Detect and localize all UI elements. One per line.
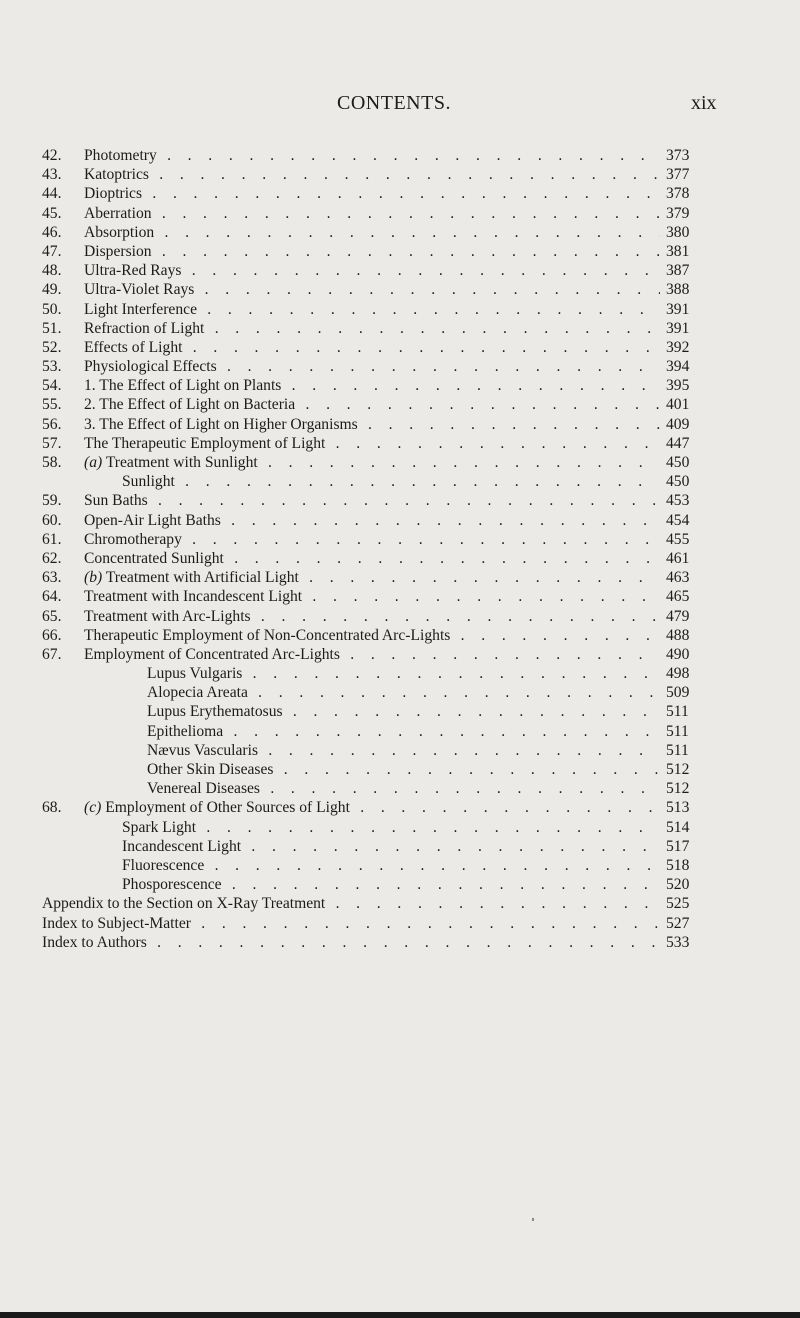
toc-entry bbox=[0, 894, 800, 913]
entry-title-text: Therapeutic Employment of Non-Concentrated Arc-Lights bbox=[84, 626, 451, 644]
entry-title bbox=[84, 376, 660, 395]
toc-entry bbox=[0, 914, 800, 933]
entry-page-number: 391 bbox=[666, 300, 690, 318]
entry-number: 45. bbox=[42, 204, 62, 222]
entry-title-text: Treatment with Artificial Light bbox=[105, 569, 299, 587]
entry-title bbox=[84, 511, 660, 530]
entry-number: 55. bbox=[42, 396, 62, 414]
entry-title-text: 3. The Effect of Light on Higher Organisms bbox=[84, 415, 358, 433]
entry-page-number: 513 bbox=[666, 799, 690, 817]
entry-page-number: 454 bbox=[666, 511, 690, 529]
toc-entry bbox=[0, 607, 800, 626]
entry-title bbox=[84, 607, 660, 626]
page-bottom-edge bbox=[0, 1312, 800, 1318]
entry-title-text: Ultra-Violet Rays bbox=[84, 281, 195, 299]
entry-title-text: Treatment with Sunlight bbox=[105, 454, 258, 471]
entry-title-text: Appendix to the Section on X-Ray Treatment bbox=[42, 895, 326, 913]
entry-number: 57. bbox=[42, 434, 62, 452]
entry-title-text: The Therapeutic Employment of Light bbox=[84, 434, 326, 452]
entry-page-number: 490 bbox=[666, 645, 690, 663]
entry-title-prefix: (c) bbox=[84, 799, 102, 817]
entry-title bbox=[84, 204, 660, 223]
entry-page-number: 401 bbox=[666, 396, 690, 414]
entry-page-number: 455 bbox=[666, 530, 690, 548]
entry-title-text: Chromotherapy bbox=[84, 530, 182, 548]
entry-page-number: 409 bbox=[666, 415, 690, 433]
entry-title-text: Absorption bbox=[84, 223, 155, 241]
entry-title bbox=[84, 395, 660, 414]
entry-page-number: 518 bbox=[666, 856, 690, 874]
entry-title bbox=[147, 722, 660, 741]
toc-entry bbox=[0, 204, 800, 223]
entry-title-text: Physiological Effects bbox=[84, 358, 217, 376]
toc-entry bbox=[0, 856, 800, 875]
entry-title-text: Treatment with Incandescent Light bbox=[84, 588, 303, 606]
toc-entry bbox=[0, 357, 800, 376]
entry-page-number: 511 bbox=[666, 741, 689, 759]
entry-title-text: Nævus Vascularis bbox=[147, 741, 259, 759]
entry-page-number: 533 bbox=[666, 933, 690, 951]
entry-title bbox=[42, 933, 660, 952]
page-number: xix bbox=[691, 92, 717, 114]
toc-entry bbox=[0, 434, 800, 453]
page-header bbox=[0, 92, 800, 120]
entry-title bbox=[84, 530, 660, 549]
entry-title bbox=[84, 338, 660, 357]
entry-page-number: 509 bbox=[666, 684, 690, 702]
table-of-contents bbox=[0, 146, 800, 952]
entry-number: 49. bbox=[42, 281, 62, 299]
entry-page-number: 517 bbox=[666, 837, 690, 855]
entry-page-number: 461 bbox=[666, 549, 690, 567]
entry-title-text: Sunlight bbox=[122, 473, 175, 491]
entry-title bbox=[122, 472, 660, 491]
entry-page-number: 479 bbox=[666, 607, 690, 625]
entry-title bbox=[84, 165, 660, 184]
entry-title-text: Index to Subject-Matter bbox=[42, 914, 191, 932]
toc-entry bbox=[0, 415, 800, 434]
toc-entry bbox=[0, 933, 800, 952]
entry-title bbox=[84, 434, 660, 453]
entry-page-number: 394 bbox=[666, 358, 690, 376]
entry-number: 50. bbox=[42, 300, 62, 318]
entry-title-text: Open-Air Light Baths bbox=[84, 511, 221, 529]
entry-title bbox=[84, 280, 660, 299]
entry-number: 43. bbox=[42, 166, 62, 184]
entry-page-number: 488 bbox=[666, 626, 690, 644]
entry-title bbox=[84, 261, 660, 280]
entry-title bbox=[122, 856, 660, 875]
entry-title-text: Alopecia Areata bbox=[147, 684, 248, 702]
entry-title bbox=[84, 549, 660, 568]
entry-title-text: Dioptrics bbox=[84, 185, 143, 203]
entry-number: 47. bbox=[42, 242, 62, 260]
toc-entry bbox=[0, 664, 800, 683]
entry-number: 63. bbox=[42, 569, 62, 587]
toc-entry bbox=[0, 626, 800, 645]
entry-number: 46. bbox=[42, 223, 62, 241]
entry-title bbox=[84, 319, 660, 338]
entry-page-number: 450 bbox=[666, 454, 690, 471]
entry-title-text: Index to Authors bbox=[42, 933, 147, 951]
entry-title bbox=[84, 300, 660, 319]
toc-entry bbox=[0, 798, 800, 817]
entry-page-number: 388 bbox=[666, 281, 690, 299]
entry-page-number: 465 bbox=[666, 588, 690, 606]
entry-title bbox=[84, 453, 660, 472]
entry-title bbox=[84, 587, 660, 606]
entry-title-text: Epithelioma bbox=[147, 722, 224, 740]
toc-entry bbox=[0, 338, 800, 357]
toc-entry bbox=[0, 491, 800, 510]
entry-title bbox=[122, 837, 660, 856]
entry-title bbox=[147, 683, 660, 702]
toc-entry bbox=[0, 702, 800, 721]
toc-entry bbox=[0, 319, 800, 338]
entry-page-number: 377 bbox=[666, 166, 690, 184]
entry-page-number: 525 bbox=[666, 895, 690, 913]
entry-title bbox=[84, 184, 660, 203]
toc-entry bbox=[0, 683, 800, 702]
entry-title-text: Katoptrics bbox=[84, 166, 149, 184]
entry-title-text: Incandescent Light bbox=[122, 837, 242, 855]
entry-title-text: Employment of Other Sources of Light bbox=[105, 799, 350, 817]
entry-title-text: Phosporescence bbox=[122, 876, 222, 894]
entry-title bbox=[84, 242, 660, 261]
entry-page-number: 387 bbox=[666, 262, 690, 280]
toc-entry bbox=[0, 472, 800, 491]
entry-title-text: Refraction of Light bbox=[84, 319, 205, 337]
entry-number: 66. bbox=[42, 626, 62, 644]
toc-entry bbox=[0, 587, 800, 606]
entry-number: 44. bbox=[42, 185, 62, 203]
entry-page-number: 511 bbox=[666, 722, 689, 740]
entry-title bbox=[147, 760, 660, 779]
entry-number: 65. bbox=[42, 607, 62, 625]
page-title: CONTENTS. bbox=[337, 92, 451, 114]
entry-page-number: 511 bbox=[666, 703, 689, 721]
entry-title-text: 2. The Effect of Light on Bacteria bbox=[84, 396, 296, 414]
entry-page-number: 453 bbox=[666, 492, 690, 510]
entry-title-text: Spark Light bbox=[122, 818, 197, 836]
entry-title-text: Ultra-Red Rays bbox=[84, 262, 182, 280]
toc-entry bbox=[0, 760, 800, 779]
entry-title-text: Treatment with Arc-Lights bbox=[84, 607, 251, 625]
entry-title bbox=[84, 223, 660, 242]
entry-number: 51. bbox=[42, 319, 62, 337]
entry-title-text: Fluorescence bbox=[122, 856, 205, 874]
entry-title-text: Employment of Concentrated Arc-Lights bbox=[84, 645, 340, 663]
entry-page-number: 379 bbox=[666, 204, 690, 222]
toc-entry bbox=[0, 261, 800, 280]
entry-number: 56. bbox=[42, 415, 62, 433]
entry-title-text: Effects of Light bbox=[84, 338, 183, 356]
entry-title bbox=[84, 146, 660, 165]
entry-number: 54. bbox=[42, 377, 62, 395]
toc-entry bbox=[0, 511, 800, 530]
entry-title-text: Lupus Erythematosus bbox=[147, 703, 283, 721]
toc-entry bbox=[0, 568, 800, 587]
entry-title bbox=[84, 626, 660, 645]
entry-page-number: 527 bbox=[666, 914, 690, 932]
entry-number: 58. bbox=[42, 454, 62, 471]
entry-number: 61. bbox=[42, 530, 62, 548]
entry-number: 64. bbox=[42, 588, 62, 606]
entry-title bbox=[122, 818, 660, 837]
toc-entry bbox=[0, 818, 800, 837]
toc-entry bbox=[0, 779, 800, 798]
entry-title-text: Photometry bbox=[84, 147, 157, 164]
toc-entry bbox=[0, 549, 800, 568]
entry-title-prefix: (b) bbox=[84, 569, 103, 587]
entry-page-number: 514 bbox=[666, 818, 690, 836]
entry-title bbox=[147, 741, 660, 760]
entry-page-number: 381 bbox=[666, 242, 690, 260]
entry-page-number: 391 bbox=[666, 319, 690, 337]
toc-entry bbox=[0, 722, 800, 741]
entry-number: 67. bbox=[42, 645, 62, 663]
toc-entry bbox=[0, 530, 800, 549]
entry-number: 53. bbox=[42, 358, 62, 376]
entry-page-number: 392 bbox=[666, 338, 690, 356]
entry-title bbox=[84, 568, 660, 587]
entry-number: 48. bbox=[42, 262, 62, 280]
entry-page-number: 498 bbox=[666, 665, 690, 683]
toc-entry bbox=[0, 280, 800, 299]
toc-entry bbox=[0, 146, 800, 165]
toc-entry bbox=[0, 300, 800, 319]
entry-number: 68. bbox=[42, 799, 62, 817]
entry-title-text: Concentrated Sunlight bbox=[84, 549, 224, 567]
toc-entry bbox=[0, 453, 800, 472]
entry-page-number: 463 bbox=[666, 569, 690, 587]
entry-title bbox=[42, 894, 660, 913]
entry-title-text: Venereal Diseases bbox=[147, 780, 261, 798]
entry-page-number: 512 bbox=[666, 761, 690, 778]
entry-page-number: 380 bbox=[666, 223, 690, 241]
entry-title bbox=[147, 779, 660, 798]
entry-page-number: 373 bbox=[666, 147, 690, 164]
entry-title bbox=[122, 875, 660, 894]
toc-entry bbox=[0, 165, 800, 184]
entry-title bbox=[84, 645, 660, 664]
entry-page-number: 378 bbox=[666, 185, 690, 203]
entry-page-number: 447 bbox=[666, 434, 690, 452]
entry-number: 60. bbox=[42, 511, 62, 529]
entry-title bbox=[42, 914, 660, 933]
entry-page-number: 520 bbox=[666, 876, 690, 894]
entry-title-text: Dispersion bbox=[84, 242, 152, 260]
entry-title-text: Aberration bbox=[84, 204, 152, 222]
entry-title bbox=[147, 702, 660, 721]
entry-title-text: Light Interference bbox=[84, 300, 197, 318]
entry-number: 52. bbox=[42, 338, 62, 356]
entry-title bbox=[84, 357, 660, 376]
toc-entry bbox=[0, 376, 800, 395]
toc-entry bbox=[0, 184, 800, 203]
entry-page-number: 512 bbox=[666, 780, 690, 798]
paper-speck bbox=[532, 1218, 534, 1221]
entry-title-prefix: (a) bbox=[84, 454, 103, 471]
entry-title-text: Sun Baths bbox=[84, 492, 148, 510]
toc-entry bbox=[0, 395, 800, 414]
toc-entry bbox=[0, 242, 800, 261]
entry-title bbox=[147, 664, 660, 683]
toc-entry bbox=[0, 837, 800, 856]
entry-page-number: 395 bbox=[666, 377, 690, 395]
entry-page-number: 450 bbox=[666, 473, 690, 491]
entry-title bbox=[84, 491, 660, 510]
toc-entry bbox=[0, 223, 800, 242]
entry-title bbox=[84, 415, 660, 434]
entry-number: 42. bbox=[42, 147, 62, 164]
toc-entry bbox=[0, 645, 800, 664]
toc-entry bbox=[0, 875, 800, 894]
entry-number: 59. bbox=[42, 492, 62, 510]
entry-title-text: 1. The Effect of Light on Plants bbox=[84, 377, 282, 395]
entry-number: 62. bbox=[42, 549, 62, 567]
entry-title-text: Other Skin Diseases bbox=[147, 761, 274, 778]
entry-title bbox=[84, 798, 660, 817]
toc-entry bbox=[0, 741, 800, 760]
entry-title-text: Lupus Vulgaris bbox=[147, 665, 243, 683]
